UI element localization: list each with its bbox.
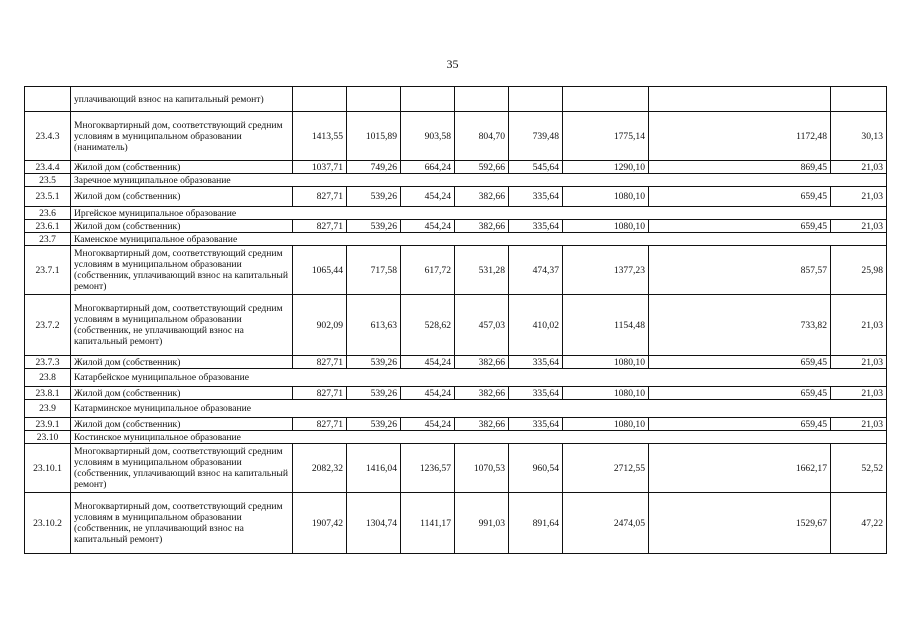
value-cell-7: 659,45 — [649, 220, 831, 233]
group-title: Каменское муниципальное образование — [71, 233, 887, 246]
value-cell-5: 335,64 — [509, 187, 563, 207]
value-cell-5: 891,64 — [509, 493, 563, 554]
value-cell-7 — [649, 87, 831, 112]
row-code: 23.10 — [25, 431, 71, 444]
value-cell-6: 2712,55 — [563, 444, 649, 493]
value-cell-7: 733,82 — [649, 295, 831, 356]
value-cell-7: 659,45 — [649, 387, 831, 400]
row-description: уплачивающий взнос на капитальный ремонт) — [71, 87, 293, 112]
value-cell-6 — [563, 87, 649, 112]
row-description: Многоквартирный дом, соответствующий средним условиям в муниципальном образовании (собственник, не уплачивающий взнос на капитальный ремонт) — [71, 493, 293, 554]
row-code: 23.10.1 — [25, 444, 71, 493]
value-cell-7: 869,45 — [649, 161, 831, 174]
value-cell-5: 410,02 — [509, 295, 563, 356]
table-row — [25, 444, 887, 493]
value-cell-6: 1080,10 — [563, 387, 649, 400]
value-cell-3: 903,58 — [401, 112, 455, 161]
value-cell-8: 30,13 — [831, 112, 887, 161]
value-cell-2: 539,26 — [347, 418, 401, 431]
value-cell-4: 991,03 — [455, 493, 509, 554]
group-row — [25, 369, 887, 387]
group-row — [25, 233, 887, 246]
row-description: Многоквартирный дом, соответствующий средним условиям в муниципальном образовании (собственник, уплачивающий взнос на капитальный ремонт) — [71, 444, 293, 493]
value-cell-5: 545,64 — [509, 161, 563, 174]
value-cell-7: 659,45 — [649, 356, 831, 369]
value-cell-7: 857,57 — [649, 246, 831, 295]
group-title: Катарбейское муниципальное образование — [71, 369, 887, 387]
group-row — [25, 207, 887, 220]
value-cell-5: 960,54 — [509, 444, 563, 493]
table-row — [25, 295, 887, 356]
group-title: Костинское муниципальное образование — [71, 431, 887, 444]
value-cell-8: 21,03 — [831, 418, 887, 431]
table-row — [25, 493, 887, 554]
value-cell-3: 664,24 — [401, 161, 455, 174]
row-code: 23.5.1 — [25, 187, 71, 207]
value-cell-2: 749,26 — [347, 161, 401, 174]
row-code: 23.6.1 — [25, 220, 71, 233]
value-cell-4 — [455, 87, 509, 112]
row-code: 23.4.4 — [25, 161, 71, 174]
row-code — [25, 87, 71, 112]
value-cell-5: 335,64 — [509, 387, 563, 400]
value-cell-6: 1080,10 — [563, 187, 649, 207]
group-title: Катарминское муниципальное образование — [71, 400, 887, 418]
row-description: Жилой дом (собственник) — [71, 187, 293, 207]
value-cell-6: 1080,10 — [563, 356, 649, 369]
row-code: 23.6 — [25, 207, 71, 220]
value-cell-8: 21,03 — [831, 187, 887, 207]
value-cell-4: 382,66 — [455, 187, 509, 207]
group-row — [25, 174, 887, 187]
row-code: 23.8.1 — [25, 387, 71, 400]
value-cell-4: 457,03 — [455, 295, 509, 356]
row-code: 23.5 — [25, 174, 71, 187]
row-code: 23.9.1 — [25, 418, 71, 431]
value-cell-2: 539,26 — [347, 187, 401, 207]
table-row — [25, 418, 887, 431]
value-cell-3: 454,24 — [401, 220, 455, 233]
value-cell-8: 21,03 — [831, 295, 887, 356]
group-title: Заречное муниципальное образование — [71, 174, 887, 187]
table-row — [25, 87, 887, 112]
row-code: 23.9 — [25, 400, 71, 418]
value-cell-2 — [347, 87, 401, 112]
value-cell-1: 827,71 — [293, 418, 347, 431]
value-cell-5 — [509, 87, 563, 112]
value-cell-8: 21,03 — [831, 161, 887, 174]
value-cell-1: 1065,44 — [293, 246, 347, 295]
value-cell-7: 1529,67 — [649, 493, 831, 554]
row-code: 23.7.1 — [25, 246, 71, 295]
value-cell-2: 539,26 — [347, 220, 401, 233]
value-cell-1: 827,71 — [293, 187, 347, 207]
value-cell-3: 1141,17 — [401, 493, 455, 554]
value-cell-8: 21,03 — [831, 356, 887, 369]
row-description: Многоквартирный дом, соответствующий средним условиям в муниципальном образовании (наниматель) — [71, 112, 293, 161]
row-description: Жилой дом (собственник) — [71, 220, 293, 233]
value-cell-5: 739,48 — [509, 112, 563, 161]
value-cell-1: 827,71 — [293, 356, 347, 369]
value-cell-1: 1413,55 — [293, 112, 347, 161]
value-cell-8: 47,22 — [831, 493, 887, 554]
value-cell-4: 382,66 — [455, 220, 509, 233]
table-row — [25, 387, 887, 400]
value-cell-2: 539,26 — [347, 387, 401, 400]
value-cell-3: 617,72 — [401, 246, 455, 295]
value-cell-2: 539,26 — [347, 356, 401, 369]
value-cell-8: 21,03 — [831, 220, 887, 233]
value-cell-3 — [401, 87, 455, 112]
table-row — [25, 187, 887, 207]
value-cell-5: 335,64 — [509, 356, 563, 369]
row-code: 23.7 — [25, 233, 71, 246]
row-description: Жилой дом (собственник) — [71, 418, 293, 431]
value-cell-1 — [293, 87, 347, 112]
value-cell-6: 1080,10 — [563, 418, 649, 431]
group-title: Иргейское муниципальное образование — [71, 207, 887, 220]
value-cell-1: 902,09 — [293, 295, 347, 356]
value-cell-1: 1037,71 — [293, 161, 347, 174]
table-row — [25, 356, 887, 369]
value-cell-4: 531,28 — [455, 246, 509, 295]
value-cell-4: 804,70 — [455, 112, 509, 161]
value-cell-1: 2082,32 — [293, 444, 347, 493]
row-code: 23.7.2 — [25, 295, 71, 356]
row-code: 23.4.3 — [25, 112, 71, 161]
value-cell-6: 1775,14 — [563, 112, 649, 161]
value-cell-2: 1015,89 — [347, 112, 401, 161]
value-cell-7: 659,45 — [649, 187, 831, 207]
value-cell-3: 454,24 — [401, 387, 455, 400]
row-description: Жилой дом (собственник) — [71, 161, 293, 174]
value-cell-5: 335,64 — [509, 418, 563, 431]
row-code: 23.8 — [25, 369, 71, 387]
row-description: Жилой дом (собственник) — [71, 356, 293, 369]
value-cell-4: 382,66 — [455, 356, 509, 369]
value-cell-5: 335,64 — [509, 220, 563, 233]
value-cell-4: 592,66 — [455, 161, 509, 174]
table-row — [25, 112, 887, 161]
value-cell-2: 1304,74 — [347, 493, 401, 554]
table-row — [25, 220, 887, 233]
value-cell-6: 1290,10 — [563, 161, 649, 174]
row-description: Многоквартирный дом, соответствующий средним условиям в муниципальном образовании (собственник, не уплачивающий взнос на капитальный ремонт) — [71, 295, 293, 356]
row-description: Жилой дом (собственник) — [71, 387, 293, 400]
value-cell-6: 1080,10 — [563, 220, 649, 233]
value-cell-1: 1907,42 — [293, 493, 347, 554]
value-cell-3: 1236,57 — [401, 444, 455, 493]
value-cell-8: 52,52 — [831, 444, 887, 493]
value-cell-1: 827,71 — [293, 220, 347, 233]
value-cell-6: 1377,23 — [563, 246, 649, 295]
value-cell-8: 21,03 — [831, 387, 887, 400]
table-row — [25, 246, 887, 295]
value-cell-3: 454,24 — [401, 356, 455, 369]
value-cell-2: 613,63 — [347, 295, 401, 356]
value-cell-3: 528,62 — [401, 295, 455, 356]
value-cell-4: 382,66 — [455, 387, 509, 400]
group-row — [25, 431, 887, 444]
value-cell-2: 1416,04 — [347, 444, 401, 493]
value-cell-4: 382,66 — [455, 418, 509, 431]
value-cell-8 — [831, 87, 887, 112]
value-cell-7: 1662,17 — [649, 444, 831, 493]
table-row — [25, 161, 887, 174]
table-body — [25, 87, 887, 554]
value-cell-7: 1172,48 — [649, 112, 831, 161]
page-number: 35 — [446, 57, 459, 71]
value-cell-3: 454,24 — [401, 187, 455, 207]
value-cell-6: 2474,05 — [563, 493, 649, 554]
tariff-table — [24, 86, 887, 554]
row-code: 23.10.2 — [25, 493, 71, 554]
value-cell-8: 25,98 — [831, 246, 887, 295]
row-description: Многоквартирный дом, соответствующий средним условиям в муниципальном образовании (собственник, уплачивающий взнос на капитальный ремонт) — [71, 246, 293, 295]
value-cell-5: 474,37 — [509, 246, 563, 295]
value-cell-6: 1154,48 — [563, 295, 649, 356]
value-cell-7: 659,45 — [649, 418, 831, 431]
value-cell-4: 1070,53 — [455, 444, 509, 493]
value-cell-3: 454,24 — [401, 418, 455, 431]
group-row — [25, 400, 887, 418]
value-cell-1: 827,71 — [293, 387, 347, 400]
value-cell-2: 717,58 — [347, 246, 401, 295]
row-code: 23.7.3 — [25, 356, 71, 369]
